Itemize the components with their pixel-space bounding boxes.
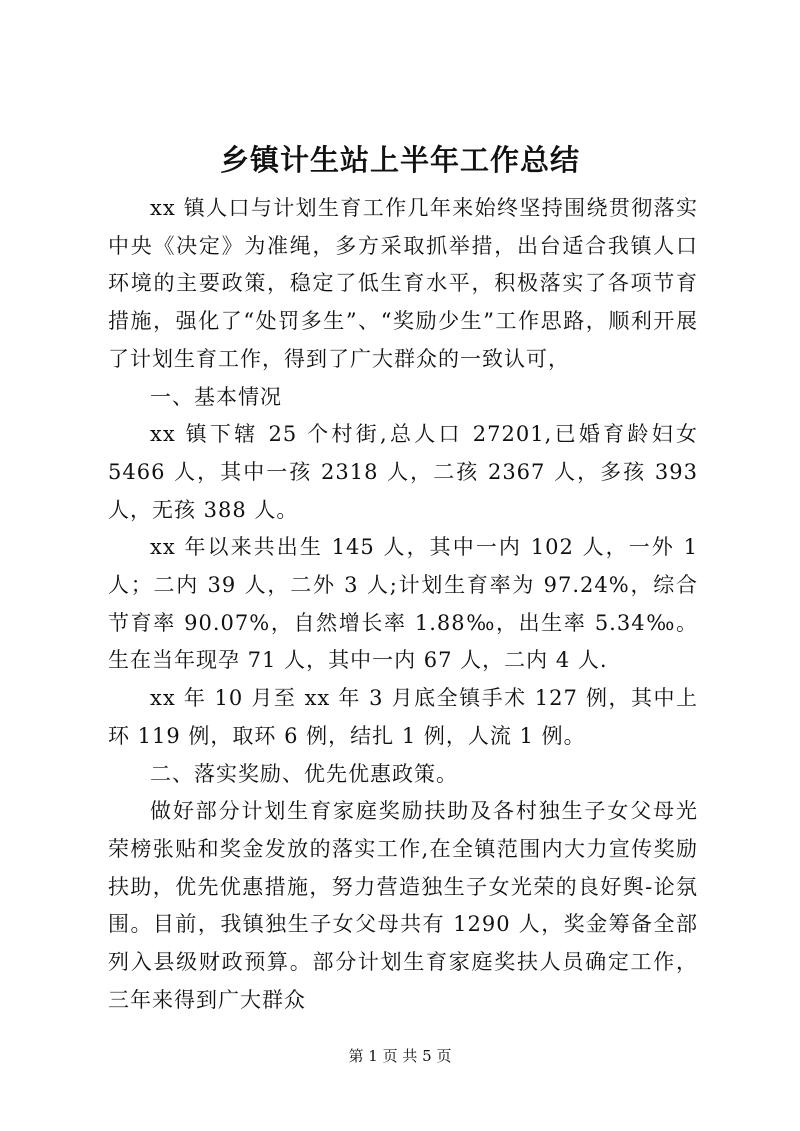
page-footer: 第 1 页 共 5 页: [348, 1047, 452, 1065]
paragraph-intro: xx 镇人口与计划生育工作几年来始终坚持围绕贯彻落实中央《决定》为准绳，多方采取抓举措，出台适合我镇人口环境的主要政策，稳定了低生育水平，积极落实了各项节育措施，强化了“处罚多生”、“奖励少生”工作思路，顺利开展了计划生育工作，得到了广大群众的一致认可，: [108, 196, 698, 371]
document-body: [108, 190, 698, 1019]
paragraph-population: xx 镇下辖 25 个村街,总人口 27201,已婚育龄妇女 5466 人，其中一孩 2318 人，二孩 2367 人，多孩 393 人，无孩 388 人。: [108, 422, 698, 522]
section-heading-incentives: 二、落实奖励、优先优惠政策。: [150, 761, 458, 786]
paragraph-incentives: 做好部分计划生育家庭奖励扶助及各村独生子女父母光荣榜张贴和奖金发放的落实工作,在全镇范围内大力宣传奖励扶助，优先优惠措施，努力营造独生子女光荣的良好舆-论氛围。目前，我镇独生子女父母共有 1290 人，奖金筹备全部列入县级财政预算。部分计划生育家庭奖扶人员确定工作，三年来得到广大群众: [108, 799, 698, 1012]
paragraph-surgeries: xx 年 10 月至 xx 年 3 月底全镇手术 127 例，其中上环 119 例，取环 6 例，结扎 1 例，人流 1 例。: [108, 686, 698, 748]
paragraph-births: xx 年以来共出生 145 人，其中一内 102 人，一外 1 人；二内 39 人，二外 3 人;计划生育率为 97.24%，综合节育率 90.07%，自然增长率 1.88‰，出生率 5.34‰。生在当年现孕 71 人，其中一内 67 人，二内 4 人.: [108, 535, 698, 673]
document-title: 乡镇计生站上半年工作总结: [219, 143, 580, 177]
section-heading-basic-situation: 一、基本情况: [150, 384, 282, 409]
